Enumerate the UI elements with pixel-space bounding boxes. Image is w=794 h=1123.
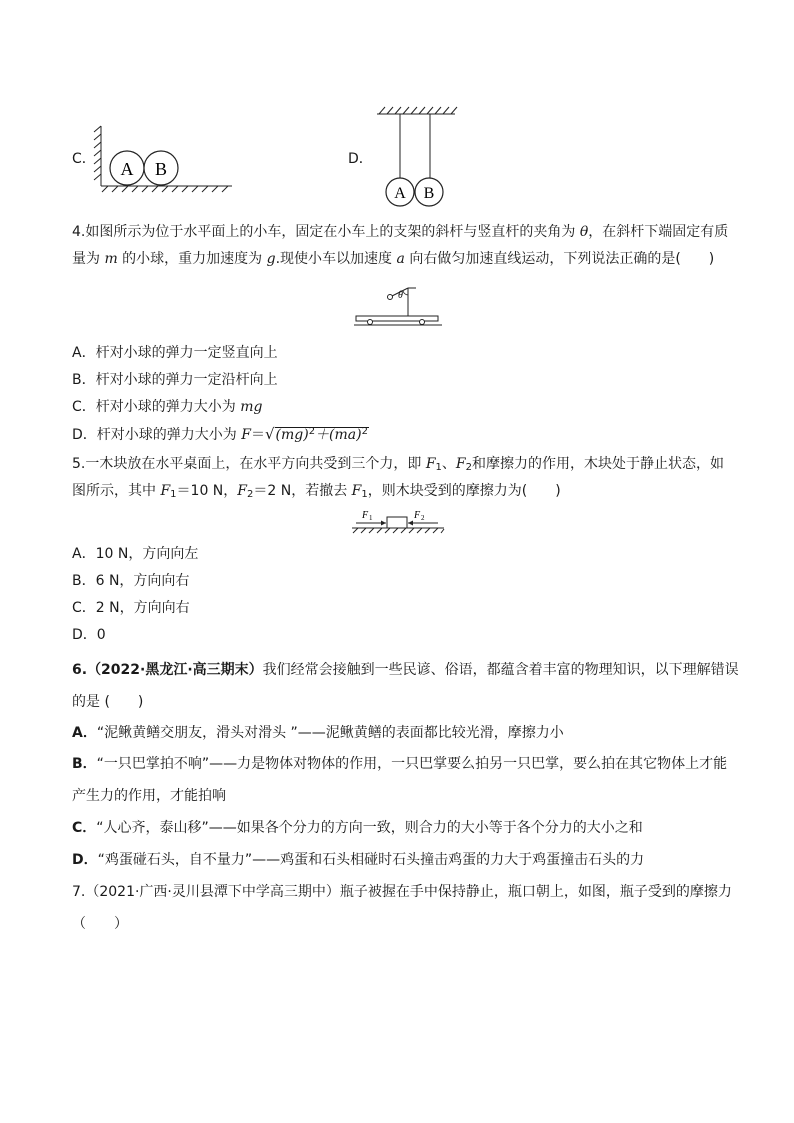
q4-stem-line1: 4.如图所示为位于水平面上的小车，固定在小车上的支架的斜杆与竖直杆的夹角为 θ，在斜杆下端固定有质	[72, 224, 729, 240]
q6-option-d: D．“鸡蛋碰石头，自不量力”——鸡蛋和石头相碰时石头撞击鸡蛋的力大于鸡蛋撞击石头的力	[72, 852, 645, 868]
q4-wheel-right	[420, 320, 425, 325]
q6-option-b-line1: B．“一只巴掌拍不响”——力是物体对物体的作用，一只巴掌要么拍另一只巴掌，要么拍在其它物体上才能	[72, 756, 728, 772]
q6-stem-line1: 6.（2022·黑龙江·高三期末）我们经常会接触到一些民谚、俗语，都蕴含着丰富的物理知识，以下理解错误	[72, 662, 739, 678]
q5-option-b: B．6 N，方向向右	[72, 573, 190, 589]
q3-option-c-label: C．	[72, 151, 96, 167]
q4-option-a: A．杆对小球的弹力一定竖直向上	[72, 345, 278, 361]
q4-wheel-left	[368, 320, 373, 325]
q5-option-c: C．2 N，方向向右	[72, 600, 190, 616]
q5-option-a: A．10 N，方向向左	[72, 546, 199, 562]
q4-option-d: D．杆对小球的弹力大小为 F＝√(mg)$^2$＋(ma)$^2$	[72, 425, 368, 443]
q4-stem-line2: 量为 m 的小球，重力加速度为 g.现使小车以加速度 a 向右做匀加速直线运动，下列说法正确的是( )	[72, 251, 715, 267]
q5-stem-line1: 5.一木块放在水平桌面上，在水平方向共受到三个力，即 $F_1$、$F_2$和摩擦力的作用，木块处于静止状态，如	[72, 456, 724, 473]
q3-d-ball-b-label: B	[423, 185, 435, 202]
q6-option-a: A．“泥鳅黄鳝交朋友，滑头对滑头 ”——泥鳅黄鳝的表面都比较光滑，摩擦力小	[72, 725, 564, 741]
q4-cart-figure	[354, 284, 442, 330]
q3-option-c-figure	[92, 124, 237, 194]
q4-sqrt-radicand: (mg)$^2$＋(ma)$^2$	[275, 426, 368, 443]
q5-f1-label: F	[362, 510, 369, 521]
q3-option-d-label: D．	[348, 151, 373, 167]
q5-stem-line2: 图所示，其中 $F_1=10$ N，$F_2=2$ N，若撤去 $F_1$，则木块受到的摩擦力为( )	[72, 483, 561, 500]
q5-block	[387, 517, 407, 528]
q5-block-figure	[350, 506, 446, 536]
q3-option-d-figure	[375, 104, 457, 208]
q5-f1-sub: 1	[369, 514, 373, 522]
q4-ball	[388, 295, 393, 300]
q6-stem-line2: 的是 ( )	[72, 694, 144, 710]
q3-d-ball-a-label: A	[394, 185, 406, 202]
q7-stem-line1: 7.（2021·广西·灵川县潭下中学高三期中）瓶子被握在手中保持静止，瓶口朝上，如图，瓶子受到的摩擦力	[72, 884, 732, 900]
sqrt-sign: √	[264, 425, 275, 443]
q6-option-c: C．“人心齐，泰山移”——如果各个分力的方向一致，则合力的大小等于各个分力的大小之和	[72, 820, 643, 836]
q4-angle-arc	[403, 291, 408, 295]
q4-option-c: C．杆对小球的弹力大小为 mg	[72, 399, 263, 415]
q5-table-hatch	[352, 528, 444, 533]
q5-option-d: D．0	[72, 627, 106, 643]
q3-c-ball-a-label: A	[120, 159, 134, 179]
q5-f2-sub: 2	[421, 514, 425, 522]
q5-f2-label: F	[414, 510, 421, 521]
q6-option-b-line2: 产生力的作用，才能拍响	[72, 788, 226, 804]
q4-theta-label: θ	[398, 290, 403, 301]
q4-option-b: B．杆对小球的弹力一定沿杆向上	[72, 372, 278, 388]
q3-c-ball-b-label: B	[154, 159, 168, 179]
q7-stem-line2: （ ）	[72, 916, 128, 932]
q3-d-ceiling-hatch	[377, 107, 457, 114]
